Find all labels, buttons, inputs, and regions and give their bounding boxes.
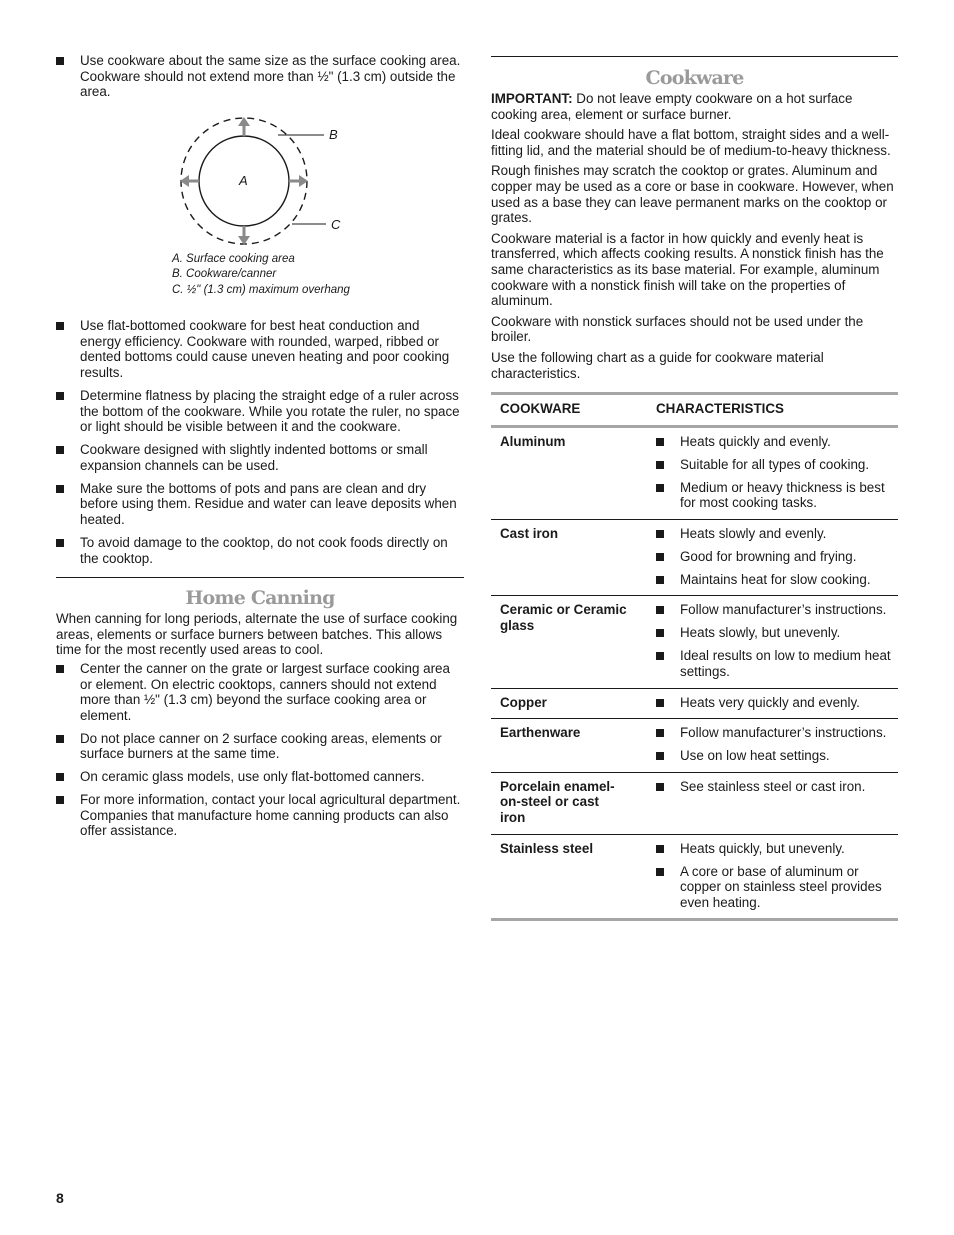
characteristics-cell <box>647 426 898 519</box>
material-cell: Aluminum <box>491 426 647 519</box>
cookware-title: Cookware <box>645 67 744 89</box>
list-item: Good for browning and frying. <box>656 549 898 565</box>
list-item: Suitable for all types of cooking. <box>656 457 898 473</box>
cookware-paragraph-4: Use the following chart as a guide for cookware material characteristics. <box>491 349 824 381</box>
table-row <box>491 596 898 688</box>
important-paragraph <box>491 91 898 122</box>
table-row <box>491 772 898 834</box>
intro-bullet-0: Use cookware about the same size as the surface cooking area. Cookware should not extend more than ½" (1.3 cm) outside the area. <box>56 53 464 100</box>
right-column <box>491 0 898 921</box>
list-item: A core or base of aluminum or copper on stainless steel provides even heating. <box>656 864 898 911</box>
canning-bullet-2: On ceramic glass models, use only flat-bottomed canners. <box>56 769 464 785</box>
table-row <box>491 834 898 920</box>
list-item: Heats quickly, but unevenly. <box>656 841 898 857</box>
characteristics-cell <box>647 834 898 920</box>
list-item: Heats slowly and evenly. <box>656 526 898 542</box>
tip-bullet-0: Use flat-bottomed cookware for best heat conduction and energy efficiency. Cookware with rounded, warped, ribbed or dented bottoms could cause uneven heating and poor cooking results. <box>56 318 464 380</box>
header-cookware: COOKWARE <box>491 394 647 427</box>
material-cell: Earthenware <box>491 719 647 773</box>
page-number: 8 <box>56 1190 64 1206</box>
home-canning-intro: When canning for long periods, alternate the use of surface cooking areas, elements or surface burners between batches. This allows time for the most recently used areas to cool. <box>56 611 458 658</box>
left-column <box>56 0 464 839</box>
diagram-label-c: C <box>331 216 341 232</box>
cookware-tips-list <box>56 318 464 566</box>
characteristics-cell <box>647 519 898 596</box>
important-label: IMPORTANT: <box>491 91 573 106</box>
diagram-label-b: B <box>329 126 338 142</box>
list-item: Maintains heat for slow cooking. <box>656 572 898 588</box>
tip-bullet-2: Cookware designed with slightly indented bottoms or small expansion channels can be used. <box>56 442 464 473</box>
important-text: Do not leave empty cookware on a hot surface cooking area, element or surface burner. <box>491 91 853 122</box>
cookware-divider <box>491 56 898 57</box>
intro-bullet-list <box>56 53 464 100</box>
list-item: Follow manufacturer’s instructions. <box>656 602 898 618</box>
material-cell: Cast iron <box>491 519 647 596</box>
cookware-paragraph-0: Ideal cookware should have a flat bottom, straight sides and a well-fitting lid, and the material should be of medium-to-heavy thickness. <box>491 127 891 158</box>
table-header-row <box>491 394 898 427</box>
home-canning-list <box>56 661 464 839</box>
list-item: Heats quickly and evenly. <box>656 434 898 450</box>
table-row <box>491 688 898 719</box>
canning-bullet-3: For more information, contact your local agricultural department. Companies that manufacture home canning products can also offer assistance. <box>56 792 464 839</box>
list-item: Heats slowly, but unevenly. <box>656 625 898 641</box>
cookware-paragraph-3: Cookware with nonstick surfaces should not be used under the broiler. <box>491 313 864 345</box>
tip-bullet-3: Make sure the bottoms of pots and pans are clean and dry before using them. Residue and water can leave deposits when heated. <box>56 481 464 528</box>
cookware-size-diagram <box>56 110 464 250</box>
material-cell: Porcelain enamel-on-steel or cast iron <box>491 772 647 834</box>
cookware-paragraph-1: Rough finishes may scratch the cooktop or grates. Aluminum and copper may be used as a core or base in cookware. However, when used as a base they can leave permanent marks on the cooktop or grates. <box>491 163 894 226</box>
table-row <box>491 519 898 596</box>
home-canning-divider <box>56 577 464 578</box>
home-canning-title: Home Canning <box>185 587 335 610</box>
tip-bullet-4: To avoid damage to the cooktop, do not cook foods directly on the cooktop. <box>56 535 464 566</box>
table-row <box>491 719 898 773</box>
characteristics-cell <box>647 688 898 719</box>
material-cell: Copper <box>491 688 647 719</box>
list-item: Medium or heavy thickness is best for most cooking tasks. <box>656 480 898 511</box>
material-cell: Stainless steel <box>491 834 647 920</box>
canning-bullet-1: Do not place canner on 2 surface cooking areas, elements or surface burners at the same time. <box>56 731 464 762</box>
caption-b: B. Cookware/canner <box>172 268 277 281</box>
canning-bullet-0: Center the canner on the grate or largest surface cooking area or element. On electric cooktops, canners should not extend more than ½" (1.3 cm) beyond the surface cooking area or element. <box>56 661 464 723</box>
characteristics-cell <box>647 719 898 773</box>
cookware-paragraph-2: Cookware material is a factor in how quickly and evenly heat is transferred, which affects cooking results. A nonstick finish has the same characteristics as its base material. For example, aluminum cookware with a nonstick finish will take on the properties of aluminum. <box>491 230 884 309</box>
header-characteristics: CHARACTERISTICS <box>647 394 898 427</box>
diagram-label-a: A <box>239 172 248 188</box>
list-item: Use on low heat settings. <box>656 748 898 764</box>
table-row <box>491 426 898 519</box>
caption-a: A. Surface cooking area <box>172 252 295 265</box>
list-item: Ideal results on low to medium heat settings. <box>656 648 898 679</box>
list-item: See stainless steel or cast iron. <box>656 779 898 795</box>
list-item: Heats very quickly and evenly. <box>656 695 898 711</box>
material-cell: Ceramic or Ceramic glass <box>491 596 647 688</box>
list-item: Follow manufacturer’s instructions. <box>656 725 898 741</box>
cookware-characteristics-table <box>491 392 898 921</box>
characteristics-cell <box>647 596 898 688</box>
caption-c: C. ½" (1.3 cm) maximum overhang <box>172 283 350 296</box>
tip-bullet-1: Determine flatness by placing the straight edge of a ruler across the bottom of the cookware. While you rotate the ruler, no space or light should be visible between it and the cookware. <box>56 388 464 435</box>
figure-caption <box>172 252 464 299</box>
characteristics-cell <box>647 772 898 834</box>
